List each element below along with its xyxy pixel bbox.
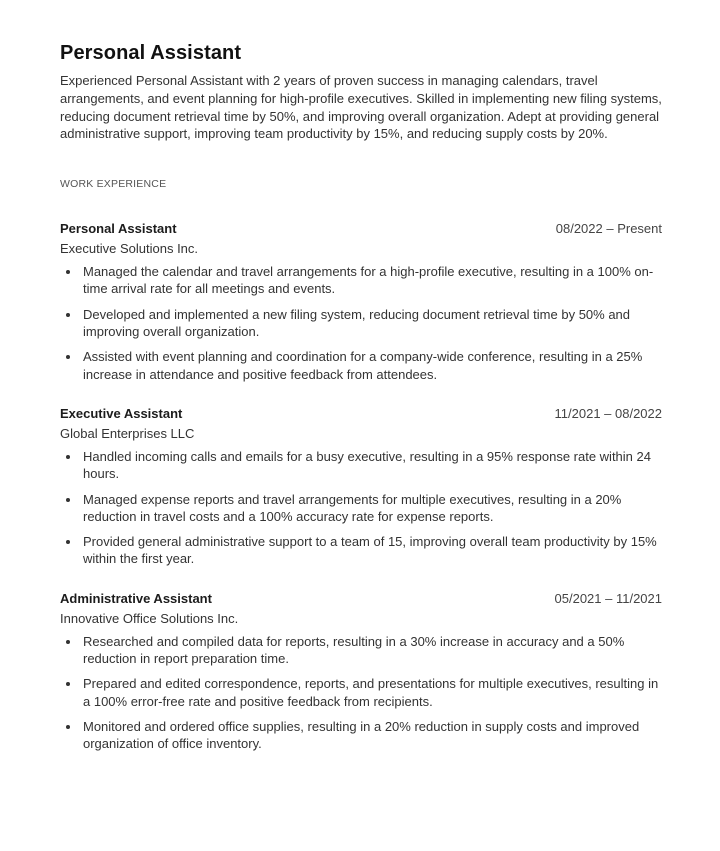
job-entry [60, 405, 662, 568]
job-bullet: Researched and compiled data for reports, resulting in a 30% increase in accuracy and a 50% reduction in report preparation time. [60, 633, 662, 668]
job-bullet: Developed and implemented a new filing system, reducing document retrieval time by 50% and improving overall organization. [60, 306, 662, 341]
work-experience-list [60, 220, 662, 752]
job-entry [60, 220, 662, 383]
job-bullet-list [60, 448, 662, 568]
job-bullet: Prepared and edited correspondence, reports, and presentations for multiple executives, resulting in a 100% error-free rate and positive feedback from recipients. [60, 675, 662, 710]
job-company: Executive Solutions Inc. [60, 241, 199, 257]
job-bullet: Handled incoming calls and emails for a busy executive, resulting in a 95% response rate within 24 hours. [60, 448, 662, 483]
job-title: Personal Assistant [60, 221, 177, 237]
job-entry [60, 590, 662, 753]
job-bullet: Managed the calendar and travel arrangements for a high-profile executive, resulting in a 100% on-time arrival rate for all meetings and events. [60, 263, 662, 298]
job-bullet: Managed expense reports and travel arrangements for multiple executives, resulting in a 20% reduction in travel costs and a 100% accuracy rate for expense reports. [60, 491, 662, 526]
job-title: Administrative Assistant [60, 590, 212, 606]
job-header [60, 220, 662, 238]
job-header [60, 590, 662, 608]
professional-summary: Experienced Personal Assistant with 2 years of proven success in managing calendars, travel arrangements, and event planning for high-profile executives. Skilled in implementing new filing systems, reducing document retrieval time by 50%, and improving overall organization. Adept at providing general administrative support, improving team productivity by 15%, and reducing supply costs by 20%. [60, 73, 662, 142]
job-bullet: Provided general administrative support to a team of 15, improving overall team productivity by 15% within the first year. [60, 533, 662, 568]
job-bullet-list [60, 633, 662, 753]
job-company: Innovative Office Solutions Inc. [60, 610, 239, 626]
section-heading-work-experience: WORK EXPERIENCE [60, 178, 167, 191]
resume-page [60, 40, 662, 775]
job-dates: 08/2022 – Present [555, 221, 662, 237]
job-bullet-list [60, 263, 662, 383]
job-company: Global Enterprises LLC [60, 425, 195, 441]
job-bullet: Assisted with event planning and coordination for a company-wide conference, resulting in a 25% increase in attendance and positive feedback from attendees. [60, 348, 662, 383]
job-header [60, 405, 662, 423]
job-dates: 11/2021 – 08/2022 [554, 405, 662, 421]
job-bullet: Monitored and ordered office supplies, resulting in a 20% reduction in supply costs and improved organization of office inventory. [60, 718, 662, 753]
job-dates: 05/2021 – 11/2021 [554, 590, 662, 606]
resume-title: Personal Assistant [60, 42, 242, 64]
job-title: Executive Assistant [60, 405, 183, 421]
